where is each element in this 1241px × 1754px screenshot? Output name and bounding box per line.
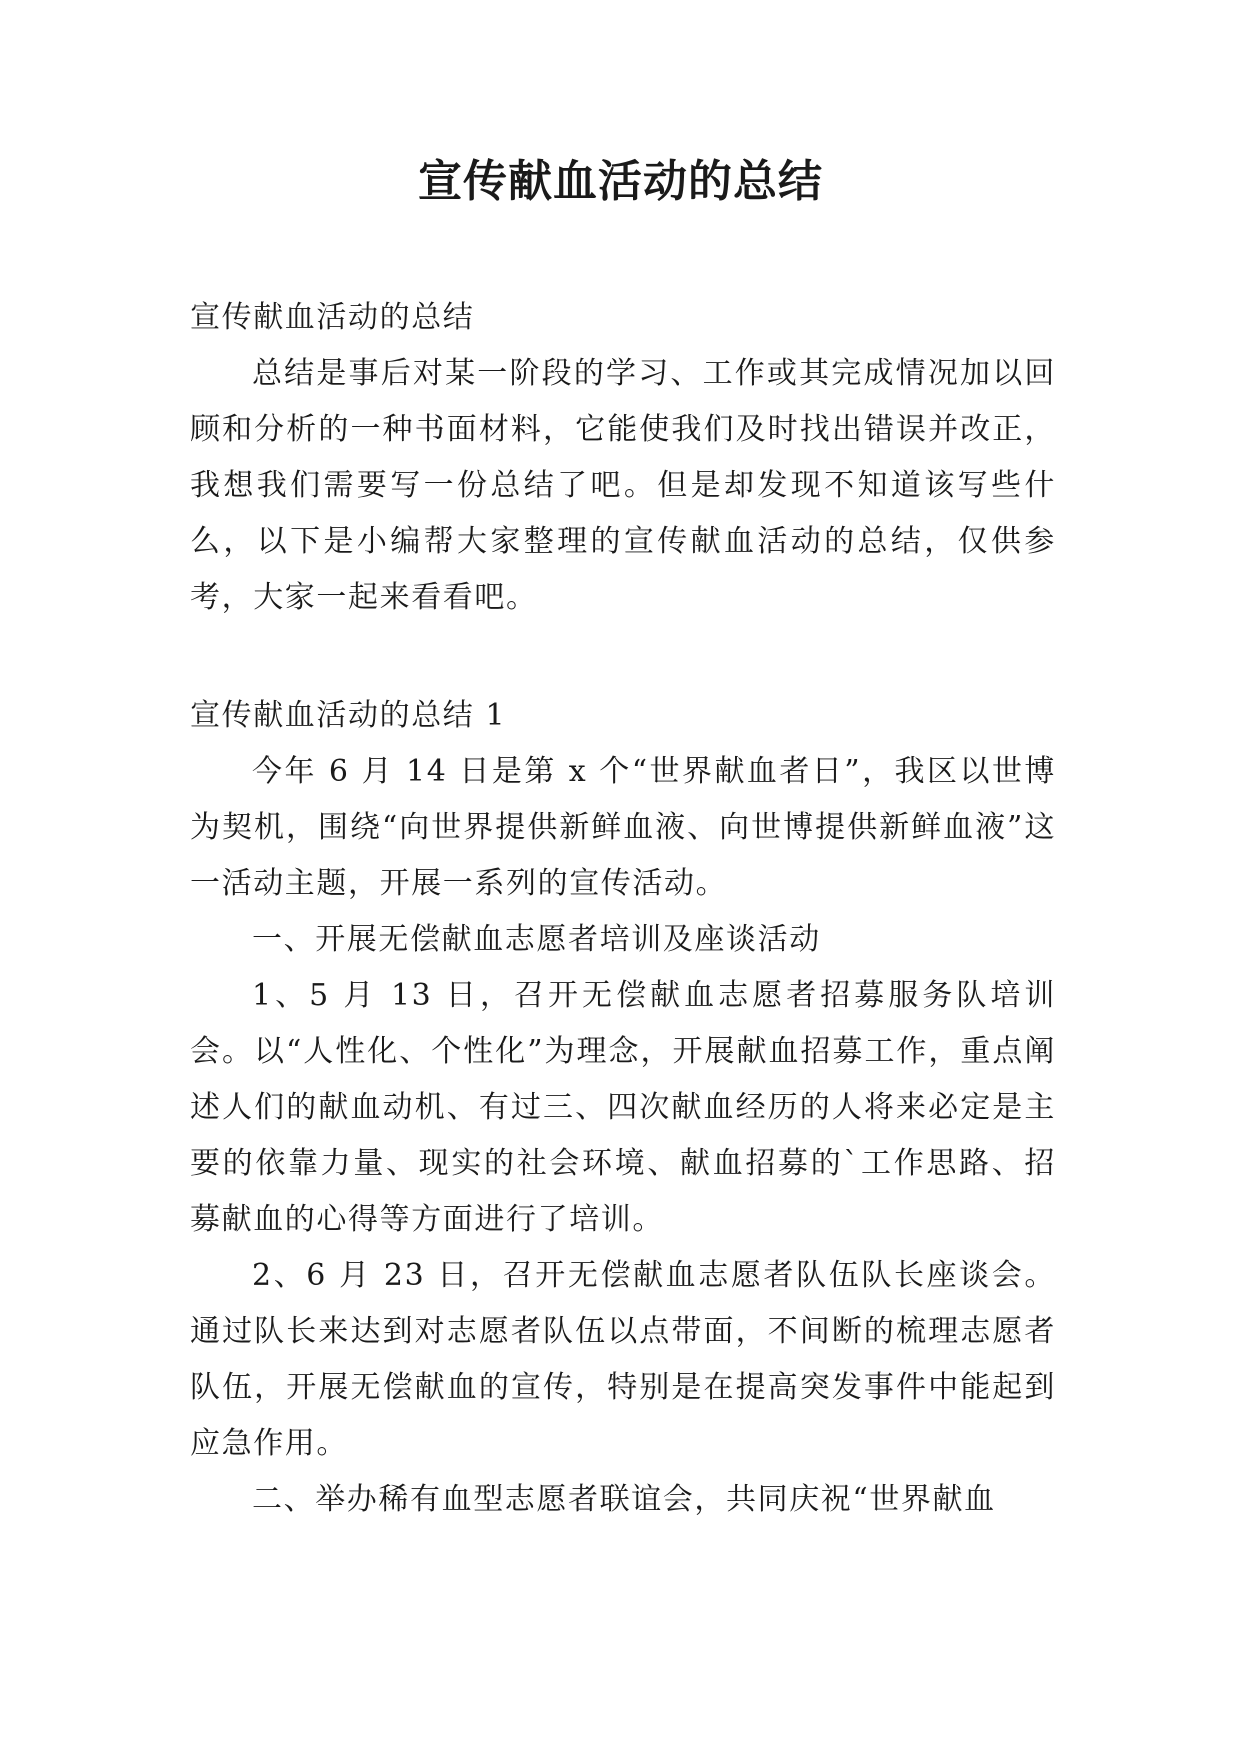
document-title: 宣传献血活动的总结 (418, 156, 823, 207)
body-paragraph: 1、5 月 13 日，召开无偿献血志愿者招募服务队培训会。以“人性化、个性化”为理念，开展献血招募工作，重点阐述人们的献血动机、有过三、四次献血经历的人将来必定是主要的依靠力量、现实的社会环境、献血招募的`工作思路、招募献血的心得等方面进行了培训。 (190, 978, 1056, 1237)
section-heading: 宣传献血活动的总结 1 (190, 698, 507, 733)
intro-paragraph: 总结是事后对某一阶段的学习、工作或其完成情况加以回顾和分析的一种书面材料，它能使我们及时找出错误并改正，我想我们需要写一份总结了吧。但是却发现不知道该写些什么，以下是小编帮大家整理的宣传献血活动的总结，仅供参考，大家一起来看看吧。 (190, 356, 1056, 615)
body-paragraph: 2、6 月 23 日，召开无偿献血志愿者队伍队长座谈会。通过队长来达到对志愿者队伍以点带面，不间断的梳理志愿者队伍，开展无偿献血的宣传，特别是在提高突发事件中能起到应急作用。 (190, 1258, 1056, 1461)
section-subheading: 一、开展无偿献血志愿者培训及座谈活动 (252, 922, 821, 957)
section-spacer (190, 626, 1056, 688)
intro-heading: 宣传献血活动的总结 (190, 300, 475, 335)
body-paragraph: 今年 6 月 14 日是第 x 个“世界献血者日”，我区以世博为契机，围绕“向世界提供新鲜血液、向世博提供新鲜血液”这一活动主题，开展一系列的宣传活动。 (190, 754, 1056, 901)
section-subheading: 二、举办稀有血型志愿者联谊会，共同庆祝“世界献血 (252, 1482, 996, 1517)
document-body (190, 290, 1056, 1528)
